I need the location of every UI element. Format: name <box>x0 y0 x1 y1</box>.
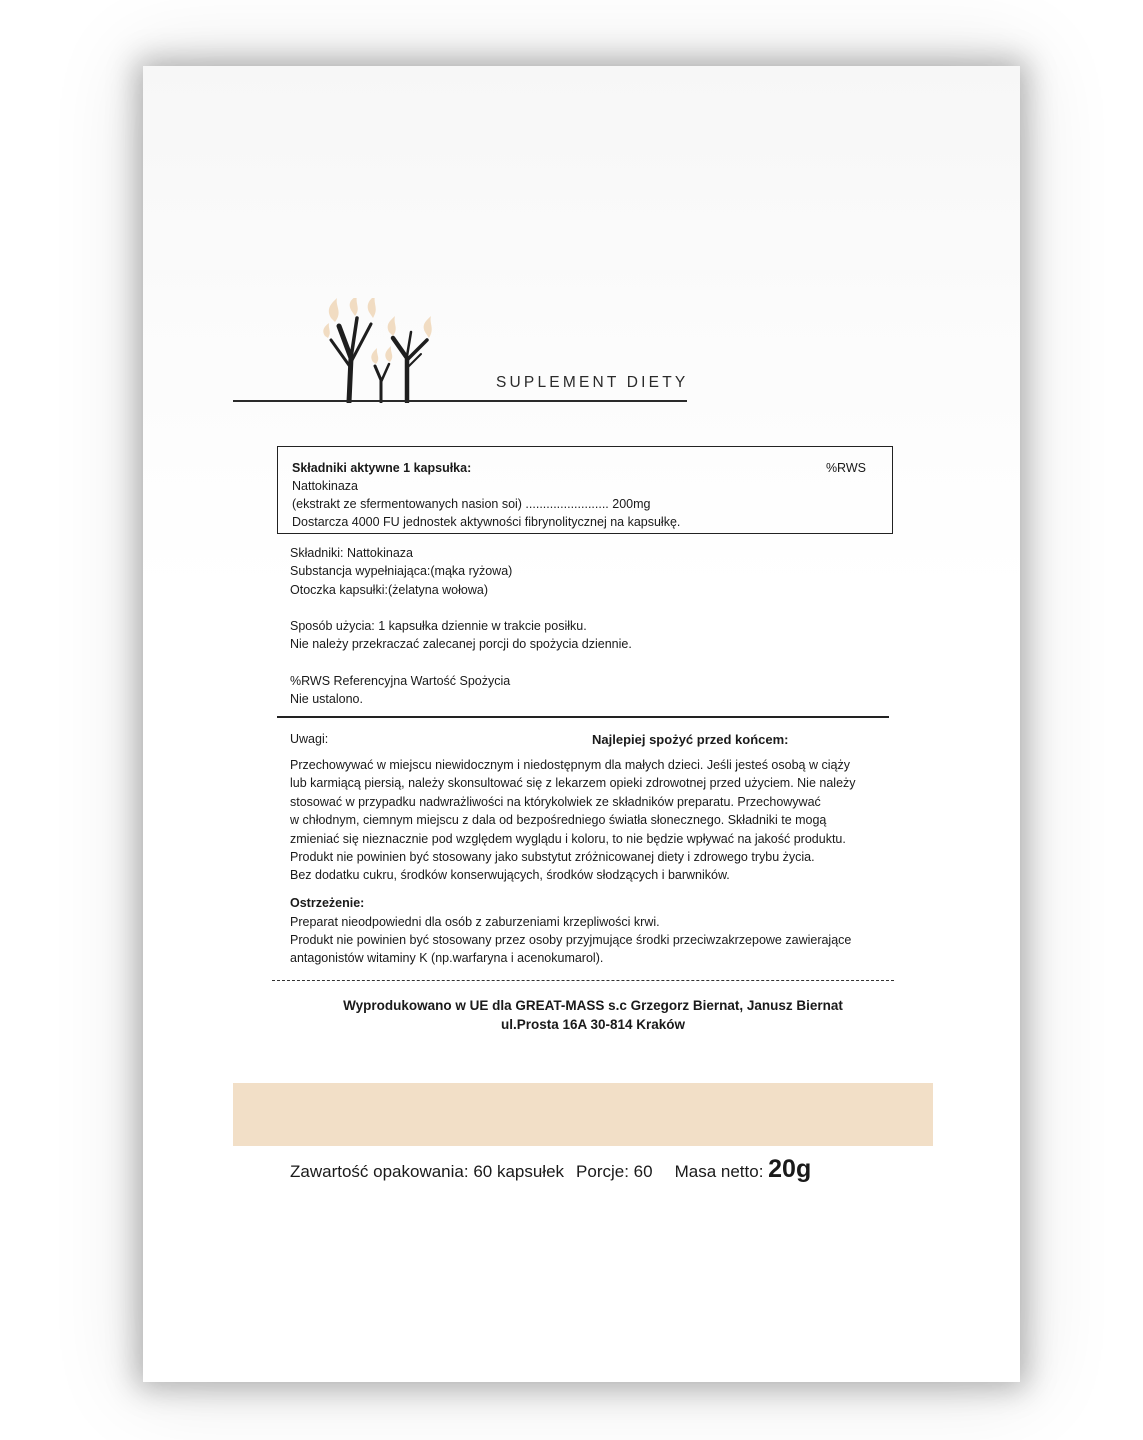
net-weight-label: Masa netto: <box>674 1162 764 1181</box>
activity-line: Dostarcza 4000 FU jednostek aktywności fibrynolitycznej na kapsułkę. <box>292 515 681 529</box>
package-contents: Zawartość opakowania: 60 kapsułek <box>290 1162 565 1181</box>
warning-line: Preparat nieodpowiedni dla osób z zaburzeniami krzepliwości krwi. <box>290 915 660 929</box>
composition-line: Otoczka kapsułki:(żelatyna wołowa) <box>290 582 488 597</box>
package-info <box>290 1155 811 1184</box>
warning-title: Ostrzeżenie: <box>290 896 365 910</box>
ingredient-amount-line: (ekstrakt ze sfermentowanych nasion soi) ........................ 200mg <box>292 497 651 511</box>
best-before-label: Najlepiej spożyć przed końcem: <box>592 732 789 747</box>
composition-line: Substancja wypełniająca:(mąka ryżowa) <box>290 564 513 579</box>
rws-note-line: Nie ustalono. <box>290 692 363 707</box>
producer-line: Wyprodukowano w UE dla GREAT-MASS s.c Grzegorz Biernat, Janusz Biernat <box>343 998 843 1013</box>
notes-block <box>290 756 856 885</box>
rws-note-block <box>290 672 510 709</box>
producer-address: ul.Prosta 16A 30-814 Kraków <box>500 1016 686 1032</box>
notes-label: Uwagi: <box>290 732 329 746</box>
composition-block <box>290 544 512 599</box>
warning-block <box>290 914 851 967</box>
notes-line: stosować w przypadku nadwrażliwości na którykolwiek ze składników preparatu. Przechowywać <box>290 794 821 809</box>
portions: Porcje: 60 <box>576 1162 653 1181</box>
warning-line: Produkt nie powinien być stosowany przez osoby przyjmujące środki przeciwzakrzepowe zawierające <box>290 932 852 947</box>
notes-line: Produkt nie powinien być stosowany jako substytut zróżnicowanej diety i zdrowego trybu życia. <box>290 850 815 865</box>
active-ingredients-box <box>277 446 893 534</box>
net-weight-value: 20g <box>768 1155 812 1183</box>
product-category-label: SUPLEMENT DIETY <box>496 374 689 391</box>
header-divider <box>233 400 687 402</box>
notes-line: Bez dodatku cukru, środków konserwujących, środków słodzących i barwników. <box>290 868 730 883</box>
dashed-divider <box>272 980 894 981</box>
usage-line: Nie należy przekraczać zalecanej porcji do spożycia dziennie. <box>290 637 632 652</box>
notes-line: w chłodnym, ciemnym miejscu z dala od bezpośredniego światła słonecznego. Składniki te mogą <box>290 813 827 828</box>
notes-line: zmieniać się nieznacznie pod względem wyglądu i koloru, to nie będzie wpływać na jakość produktu. <box>290 831 846 846</box>
warning-line: antagonistów witaminy K (np.warfaryna i acenokumarol). <box>290 950 604 965</box>
composition-line: Składniki: Nattokinaza <box>290 546 413 560</box>
active-ingredients-title: Składniki aktywne 1 kapsułka: <box>292 461 472 475</box>
color-band <box>233 1083 933 1146</box>
product-pouch <box>143 66 1020 1382</box>
rws-note-line: %RWS Referencyjna Wartość Spożycia <box>290 674 511 688</box>
rws-header: %RWS <box>825 461 866 475</box>
producer-info <box>233 997 953 1034</box>
notes-line: lub karmiącą piersią, należy skonsultować się z lekarzem opieki zdrowotnej przed użyciem. Nie należy <box>290 776 856 791</box>
trees-logo-icon <box>317 298 442 403</box>
usage-line: Sposób użycia: 1 kapsułka dziennie w trakcie posiłku. <box>290 619 587 633</box>
section-divider <box>277 716 889 718</box>
notes-line: Przechowywać w miejscu niewidocznym i niedostępnym dla małych dzieci. Jeśli jesteś osobą w ciąży <box>290 758 850 772</box>
ingredient-name: Nattokinaza <box>292 479 359 493</box>
usage-block <box>290 617 632 654</box>
